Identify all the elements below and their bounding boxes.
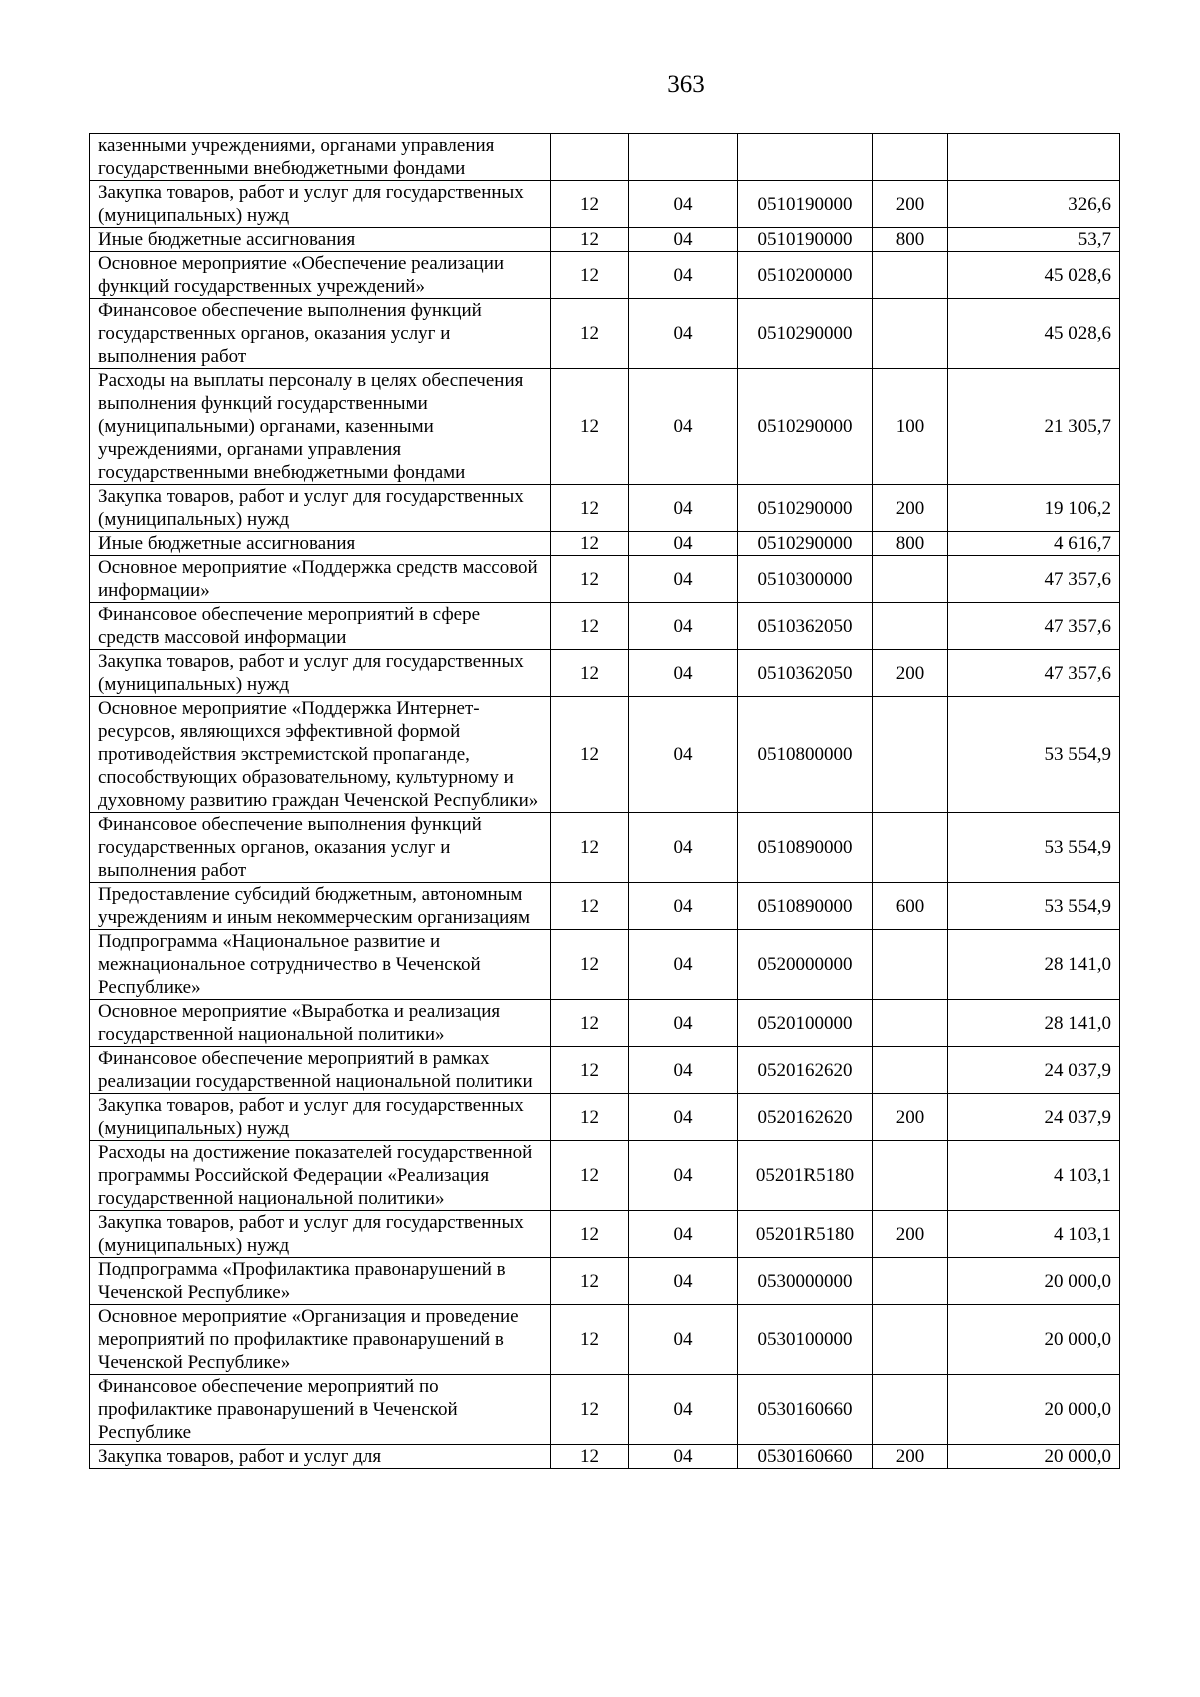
- table-row: [90, 556, 1120, 603]
- amount-cell: 45 028,6: [948, 299, 1120, 369]
- amount-cell: 19 106,2: [948, 485, 1120, 532]
- amount-cell: 28 141,0: [948, 930, 1120, 1000]
- subsection-code-cell: 04: [629, 813, 738, 883]
- subsection-code-cell: 04: [629, 252, 738, 299]
- subsection-code-cell: 04: [629, 1375, 738, 1445]
- expense-type-cell: [873, 603, 948, 650]
- amount-cell: 20 000,0: [948, 1305, 1120, 1375]
- target-article-cell: 0510290000: [738, 485, 873, 532]
- expense-type-cell: 800: [873, 228, 948, 252]
- table-row: [90, 299, 1120, 369]
- section-code-cell: 12: [551, 299, 629, 369]
- subsection-code-cell: 04: [629, 181, 738, 228]
- amount-cell: 21 305,7: [948, 369, 1120, 485]
- amount-cell: 24 037,9: [948, 1047, 1120, 1094]
- target-article-cell: 05201R5180: [738, 1141, 873, 1211]
- table-row: [90, 1141, 1120, 1211]
- amount-cell: 47 357,6: [948, 650, 1120, 697]
- target-article-cell: 0530160660: [738, 1445, 873, 1469]
- target-article-cell: 0520100000: [738, 1000, 873, 1047]
- budget-table: [89, 133, 1120, 1469]
- row-name-cell: Расходы на достижение показателей государственной программы Российской Федерации «Реализация государственной национальной политики»: [90, 1141, 551, 1211]
- amount-cell: 53,7: [948, 228, 1120, 252]
- section-code-cell: 12: [551, 252, 629, 299]
- target-article-cell: 0520162620: [738, 1047, 873, 1094]
- amount-cell: 53 554,9: [948, 813, 1120, 883]
- target-article-cell: 0510890000: [738, 813, 873, 883]
- expense-type-cell: [873, 1141, 948, 1211]
- table-row: [90, 252, 1120, 299]
- section-code-cell: 12: [551, 1094, 629, 1141]
- row-name-cell: Расходы на выплаты персоналу в целях обеспечения выполнения функций государственными (муниципальными) органами, казенными учреждениями, органами управления государственными внебюджетными фондами: [90, 369, 551, 485]
- row-name-cell: Основное мероприятие «Обеспечение реализации функций государственных учреждений»: [90, 252, 551, 299]
- target-article-cell: [738, 134, 873, 181]
- subsection-code-cell: 04: [629, 532, 738, 556]
- row-name-cell: Подпрограмма «Национальное развитие и межнациональное сотрудничество в Чеченской Республике»: [90, 930, 551, 1000]
- table-row: [90, 134, 1120, 181]
- section-code-cell: 12: [551, 697, 629, 813]
- section-code-cell: 12: [551, 485, 629, 532]
- section-code-cell: 12: [551, 650, 629, 697]
- section-code-cell: 12: [551, 813, 629, 883]
- expense-type-cell: [873, 134, 948, 181]
- expense-type-cell: 800: [873, 532, 948, 556]
- section-code-cell: 12: [551, 1375, 629, 1445]
- subsection-code-cell: 04: [629, 1445, 738, 1469]
- expense-type-cell: 200: [873, 1094, 948, 1141]
- section-code-cell: 12: [551, 556, 629, 603]
- row-name-cell: Иные бюджетные ассигнования: [90, 532, 551, 556]
- target-article-cell: 05201R5180: [738, 1211, 873, 1258]
- budget-table-body: [90, 134, 1120, 1469]
- row-name-cell: Финансовое обеспечение выполнения функций государственных органов, оказания услуг и выполнения работ: [90, 813, 551, 883]
- subsection-code-cell: 04: [629, 930, 738, 1000]
- amount-cell: 47 357,6: [948, 603, 1120, 650]
- target-article-cell: 0520162620: [738, 1094, 873, 1141]
- section-code-cell: 12: [551, 1047, 629, 1094]
- subsection-code-cell: 04: [629, 603, 738, 650]
- section-code-cell: 12: [551, 532, 629, 556]
- table-row: [90, 532, 1120, 556]
- expense-type-cell: 100: [873, 369, 948, 485]
- row-name-cell: Закупка товаров, работ и услуг для государственных (муниципальных) нужд: [90, 650, 551, 697]
- row-name-cell: Предоставление субсидий бюджетным, автономным учреждениям и иным некоммерческим организациям: [90, 883, 551, 930]
- expense-type-cell: 200: [873, 1211, 948, 1258]
- amount-cell: 53 554,9: [948, 697, 1120, 813]
- table-row: [90, 228, 1120, 252]
- table-row: [90, 650, 1120, 697]
- subsection-code-cell: 04: [629, 556, 738, 603]
- subsection-code-cell: 04: [629, 1211, 738, 1258]
- target-article-cell: 0510300000: [738, 556, 873, 603]
- amount-cell: 4 103,1: [948, 1211, 1120, 1258]
- amount-cell: 28 141,0: [948, 1000, 1120, 1047]
- section-code-cell: 12: [551, 1258, 629, 1305]
- expense-type-cell: 600: [873, 883, 948, 930]
- expense-type-cell: [873, 1047, 948, 1094]
- row-name-cell: Закупка товаров, работ и услуг для: [90, 1445, 551, 1469]
- table-row: [90, 181, 1120, 228]
- table-row: [90, 1047, 1120, 1094]
- expense-type-cell: 200: [873, 1445, 948, 1469]
- target-article-cell: 0510190000: [738, 228, 873, 252]
- target-article-cell: 0510290000: [738, 532, 873, 556]
- row-name-cell: Закупка товаров, работ и услуг для государственных (муниципальных) нужд: [90, 1094, 551, 1141]
- page-number: 363: [667, 71, 705, 98]
- amount-cell: 4 616,7: [948, 532, 1120, 556]
- table-row: [90, 1445, 1120, 1469]
- expense-type-cell: 200: [873, 485, 948, 532]
- expense-type-cell: [873, 299, 948, 369]
- target-article-cell: 0530000000: [738, 1258, 873, 1305]
- section-code-cell: 12: [551, 228, 629, 252]
- section-code-cell: 12: [551, 181, 629, 228]
- expense-type-cell: [873, 1000, 948, 1047]
- section-code-cell: 12: [551, 883, 629, 930]
- expense-type-cell: [873, 813, 948, 883]
- subsection-code-cell: 04: [629, 1094, 738, 1141]
- target-article-cell: 0510200000: [738, 252, 873, 299]
- subsection-code-cell: 04: [629, 1305, 738, 1375]
- expense-type-cell: [873, 556, 948, 603]
- row-name-cell: Основное мероприятие «Поддержка средств массовой информации»: [90, 556, 551, 603]
- expense-type-cell: [873, 252, 948, 299]
- target-article-cell: 0520000000: [738, 930, 873, 1000]
- target-article-cell: 0530100000: [738, 1305, 873, 1375]
- amount-cell: 20 000,0: [948, 1445, 1120, 1469]
- target-article-cell: 0510362050: [738, 603, 873, 650]
- row-name-cell: Иные бюджетные ассигнования: [90, 228, 551, 252]
- amount-cell: 326,6: [948, 181, 1120, 228]
- amount-cell: 47 357,6: [948, 556, 1120, 603]
- expense-type-cell: [873, 1375, 948, 1445]
- target-article-cell: 0510190000: [738, 181, 873, 228]
- table-row: [90, 603, 1120, 650]
- row-name-cell: Закупка товаров, работ и услуг для государственных (муниципальных) нужд: [90, 181, 551, 228]
- section-code-cell: 12: [551, 1000, 629, 1047]
- amount-cell: [948, 134, 1120, 181]
- row-name-cell: Закупка товаров, работ и услуг для государственных (муниципальных) нужд: [90, 1211, 551, 1258]
- row-name-cell: Основное мероприятие «Выработка и реализация государственной национальной политики»: [90, 1000, 551, 1047]
- subsection-code-cell: 04: [629, 299, 738, 369]
- row-name-cell: Финансовое обеспечение мероприятий по профилактике правонарушений в Чеченской Республике: [90, 1375, 551, 1445]
- section-code-cell: 12: [551, 1141, 629, 1211]
- row-name-cell: Подпрограмма «Профилактика правонарушений в Чеченской Республике»: [90, 1258, 551, 1305]
- table-row: [90, 369, 1120, 485]
- section-code-cell: 12: [551, 1445, 629, 1469]
- target-article-cell: 0510290000: [738, 369, 873, 485]
- section-code-cell: 12: [551, 930, 629, 1000]
- expense-type-cell: [873, 1305, 948, 1375]
- table-row: [90, 697, 1120, 813]
- subsection-code-cell: 04: [629, 1000, 738, 1047]
- subsection-code-cell: 04: [629, 369, 738, 485]
- subsection-code-cell: 04: [629, 1258, 738, 1305]
- subsection-code-cell: 04: [629, 228, 738, 252]
- section-code-cell: 12: [551, 1305, 629, 1375]
- section-code-cell: 12: [551, 1211, 629, 1258]
- table-row: [90, 1375, 1120, 1445]
- amount-cell: 4 103,1: [948, 1141, 1120, 1211]
- row-name-cell: Финансовое обеспечение мероприятий в рамках реализации государственной национальной политики: [90, 1047, 551, 1094]
- expense-type-cell: [873, 1258, 948, 1305]
- row-name-cell: казенными учреждениями, органами управления государственными внебюджетными фондами: [90, 134, 551, 181]
- table-row: [90, 1094, 1120, 1141]
- target-article-cell: 0530160660: [738, 1375, 873, 1445]
- table-row: [90, 1211, 1120, 1258]
- section-code-cell: [551, 134, 629, 181]
- amount-cell: 20 000,0: [948, 1258, 1120, 1305]
- row-name-cell: Финансовое обеспечение мероприятий в сфере средств массовой информации: [90, 603, 551, 650]
- row-name-cell: Финансовое обеспечение выполнения функций государственных органов, оказания услуг и выполнения работ: [90, 299, 551, 369]
- amount-cell: 53 554,9: [948, 883, 1120, 930]
- target-article-cell: 0510800000: [738, 697, 873, 813]
- subsection-code-cell: 04: [629, 697, 738, 813]
- subsection-code-cell: 04: [629, 883, 738, 930]
- row-name-cell: Основное мероприятие «Поддержка Интернет-ресурсов, являющихся эффективной формой противодействия экстремистской пропаганде, способствующих образовательному, культурному и духовному развитию граждан Чеченской Республики»: [90, 697, 551, 813]
- target-article-cell: 0510290000: [738, 299, 873, 369]
- amount-cell: 45 028,6: [948, 252, 1120, 299]
- expense-type-cell: 200: [873, 650, 948, 697]
- table-row: [90, 1305, 1120, 1375]
- subsection-code-cell: 04: [629, 1047, 738, 1094]
- expense-type-cell: [873, 697, 948, 813]
- subsection-code-cell: 04: [629, 485, 738, 532]
- expense-type-cell: 200: [873, 181, 948, 228]
- amount-cell: 20 000,0: [948, 1375, 1120, 1445]
- table-row: [90, 485, 1120, 532]
- amount-cell: 24 037,9: [948, 1094, 1120, 1141]
- table-row: [90, 883, 1120, 930]
- expense-type-cell: [873, 930, 948, 1000]
- subsection-code-cell: 04: [629, 650, 738, 697]
- table-row: [90, 1000, 1120, 1047]
- subsection-code-cell: 04: [629, 1141, 738, 1211]
- target-article-cell: 0510362050: [738, 650, 873, 697]
- table-row: [90, 1258, 1120, 1305]
- table-row: [90, 930, 1120, 1000]
- table-row: [90, 813, 1120, 883]
- target-article-cell: 0510890000: [738, 883, 873, 930]
- subsection-code-cell: [629, 134, 738, 181]
- section-code-cell: 12: [551, 603, 629, 650]
- row-name-cell: Основное мероприятие «Организация и проведение мероприятий по профилактике правонарушений в Чеченской Республике»: [90, 1305, 551, 1375]
- row-name-cell: Закупка товаров, работ и услуг для государственных (муниципальных) нужд: [90, 485, 551, 532]
- section-code-cell: 12: [551, 369, 629, 485]
